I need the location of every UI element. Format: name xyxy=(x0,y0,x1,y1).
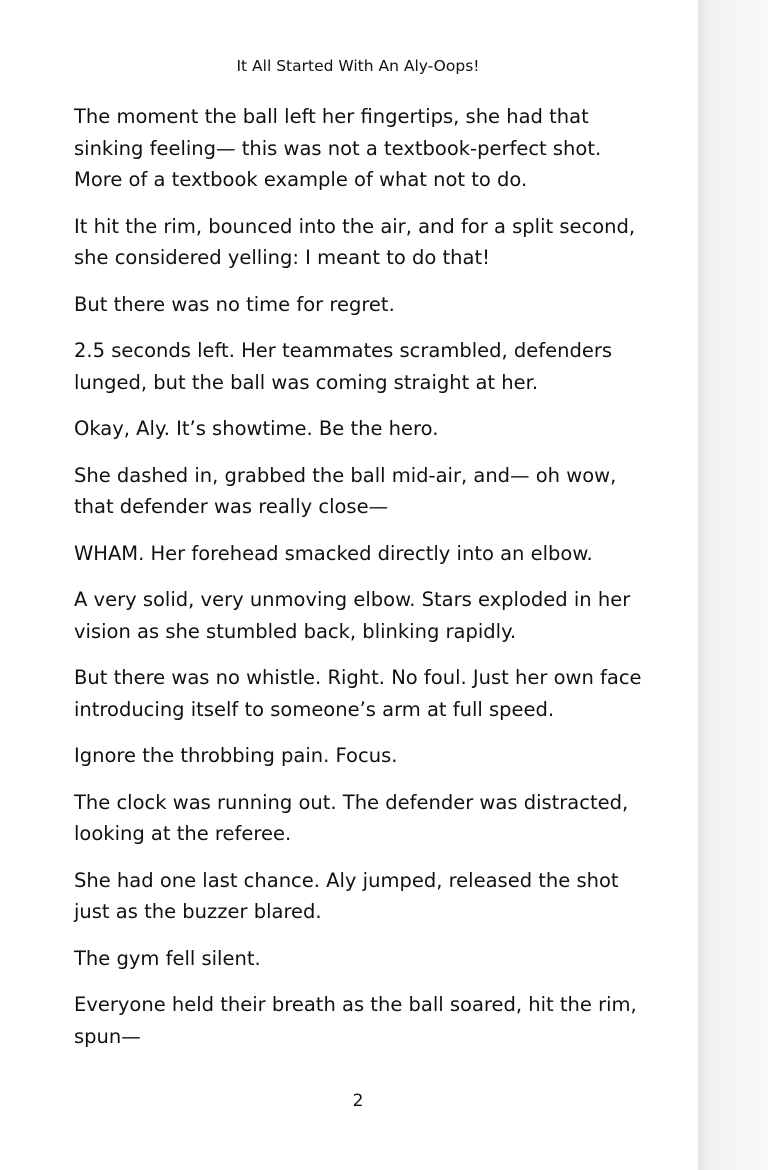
page-edge-shadow xyxy=(698,0,768,1170)
paragraph-9 xyxy=(74,662,664,725)
text-line: More of a textbook example of what not to do. xyxy=(74,168,528,191)
paragraph-14 xyxy=(74,989,664,1052)
paragraph-5 xyxy=(74,413,664,445)
text-line: The moment the ball left her fingertips, she had that xyxy=(74,105,589,128)
text-line: She had one last chance. Aly jumped, released the shot xyxy=(74,868,619,892)
text-line: But there was no whistle. Right. No foul. Just her own face xyxy=(74,666,642,689)
text-line: just as the buzzer blared. xyxy=(74,900,322,923)
text-line: looking at the referee. xyxy=(74,822,292,845)
text-line: Ignore the throbbing pain. Focus. xyxy=(74,744,398,767)
text-line: Okay, Aly. It’s showtime. Be the hero. xyxy=(74,417,439,440)
paragraph-3 xyxy=(74,289,664,321)
text-line: It hit the rim, bounced into the air, and for a split second, xyxy=(74,214,636,238)
text-line: WHAM. Her forehead smacked directly into an elbow. xyxy=(74,541,593,565)
text-line: spun— xyxy=(74,1024,141,1048)
paragraph-2 xyxy=(74,211,664,274)
paragraph-8 xyxy=(74,584,664,647)
paragraph-11 xyxy=(74,787,664,850)
text-line: A very solid, very unmoving elbow. Stars exploded in her xyxy=(74,588,631,611)
text-line: she considered yelling: I meant to do that! xyxy=(74,246,490,269)
body-text xyxy=(74,101,664,1067)
text-line: introducing itself to someone’s arm at full speed. xyxy=(74,697,555,721)
text-line: She dashed in, grabbed the ball mid-air, and— oh wow, xyxy=(74,463,617,487)
paragraph-7 xyxy=(74,538,664,570)
text-line: that defender was really close— xyxy=(74,495,389,518)
paragraph-6 xyxy=(74,460,664,523)
text-line: lunged, but the ball was coming straight at her. xyxy=(74,370,539,394)
text-line: 2.5 seconds left. Her teammates scrambled, defenders xyxy=(74,339,613,362)
running-header: It All Started With An Aly-Oops! xyxy=(236,57,480,75)
text-line: The clock was running out. The defender was distracted, xyxy=(74,790,629,814)
paragraph-1 xyxy=(74,101,664,196)
paragraph-10 xyxy=(74,740,664,772)
text-line: The gym fell silent. xyxy=(74,946,261,970)
text-line: But there was no time for regret. xyxy=(74,292,395,316)
paragraph-4 xyxy=(74,335,664,398)
text-line: sinking feeling— this was not a textbook-perfect shot. xyxy=(74,136,602,160)
text-line: Everyone held their breath as the ball soared, hit the rim, xyxy=(74,993,637,1016)
paragraph-13 xyxy=(74,943,664,975)
page-number: 2 xyxy=(352,1091,364,1111)
paragraph-12 xyxy=(74,865,664,928)
text-line: vision as she stumbled back, blinking rapidly. xyxy=(74,619,517,643)
